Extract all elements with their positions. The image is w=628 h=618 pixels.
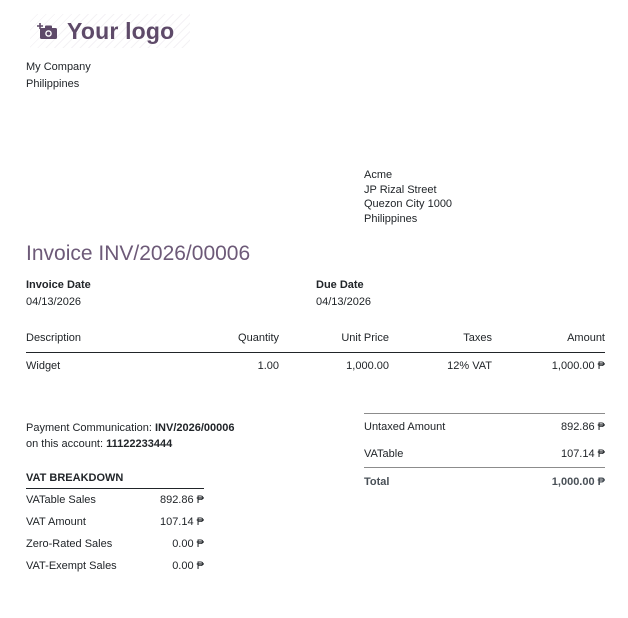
customer-address	[364, 168, 452, 226]
vat-breakdown-divider	[26, 488, 204, 489]
vat-row-label: VAT-Exempt Sales	[26, 560, 117, 572]
line-description: Widget	[26, 360, 61, 372]
col-header-taxes: Taxes	[463, 332, 492, 344]
vat-breakdown-title: VAT BREAKDOWN	[26, 472, 124, 484]
untaxed-value: 892.86 ₱	[560, 421, 605, 433]
invoice-date-block	[26, 277, 91, 311]
untaxed-label: Untaxed Amount	[364, 421, 446, 433]
line-amount: 1,000.00 ₱	[551, 360, 605, 372]
line-taxes: 12% VAT	[447, 360, 492, 372]
payment-reference: INV/2026/00006	[155, 422, 235, 434]
vat-row-label: VAT Amount	[26, 516, 86, 528]
vat-row-label: Zero-Rated Sales	[26, 538, 113, 550]
total-value: 1,000.00 ₱	[551, 476, 605, 488]
customer-street: JP Rizal Street	[364, 183, 437, 196]
company-country: Philippines	[26, 78, 80, 90]
due-date-label: Due Date	[316, 279, 364, 291]
vat-row-label: VATable Sales	[26, 494, 96, 506]
vatable-label: VATable	[364, 448, 404, 460]
vat-row-value: 0.00 ₱	[172, 538, 204, 550]
company-name: My Company	[26, 61, 91, 73]
vat-row-value: 107.14 ₱	[159, 516, 204, 528]
col-header-unit-price: Unit Price	[341, 332, 389, 344]
line-quantity: 1.00	[257, 360, 279, 372]
due-date-block	[316, 277, 371, 311]
invoice-title: Invoice INV/2026/00006	[26, 242, 251, 265]
totals-top-divider	[364, 413, 605, 414]
logo-text: Your logo	[67, 17, 175, 44]
due-date-value: 04/13/2026	[316, 296, 372, 308]
company-address	[26, 59, 91, 93]
vat-row-value: 0.00 ₱	[172, 560, 204, 572]
company-logo	[30, 14, 190, 48]
payment-communication	[26, 420, 235, 453]
col-header-description: Description	[26, 332, 82, 344]
payment-account-label: on this account:	[26, 438, 107, 450]
col-header-amount: Amount	[567, 332, 605, 344]
line-unit-price: 1,000.00	[346, 360, 389, 372]
customer-country: Philippines	[364, 212, 418, 225]
customer-name: Acme	[364, 169, 393, 181]
invoice-date-label: Invoice Date	[26, 279, 91, 291]
total-label: Total	[364, 476, 390, 488]
header-divider	[26, 352, 605, 353]
camera-plus-icon	[37, 22, 59, 43]
customer-city: Quezon City 1000	[364, 198, 453, 210]
vatable-value: 107.14 ₱	[560, 448, 605, 460]
payment-account: 11122233444	[106, 438, 173, 450]
col-header-quantity: Quantity	[238, 332, 279, 344]
invoice-date-value: 04/13/2026	[26, 296, 82, 308]
totals-divider	[364, 467, 605, 468]
payment-communication-label: Payment Communication:	[26, 422, 155, 434]
vat-row-value: 892.86 ₱	[159, 494, 204, 506]
